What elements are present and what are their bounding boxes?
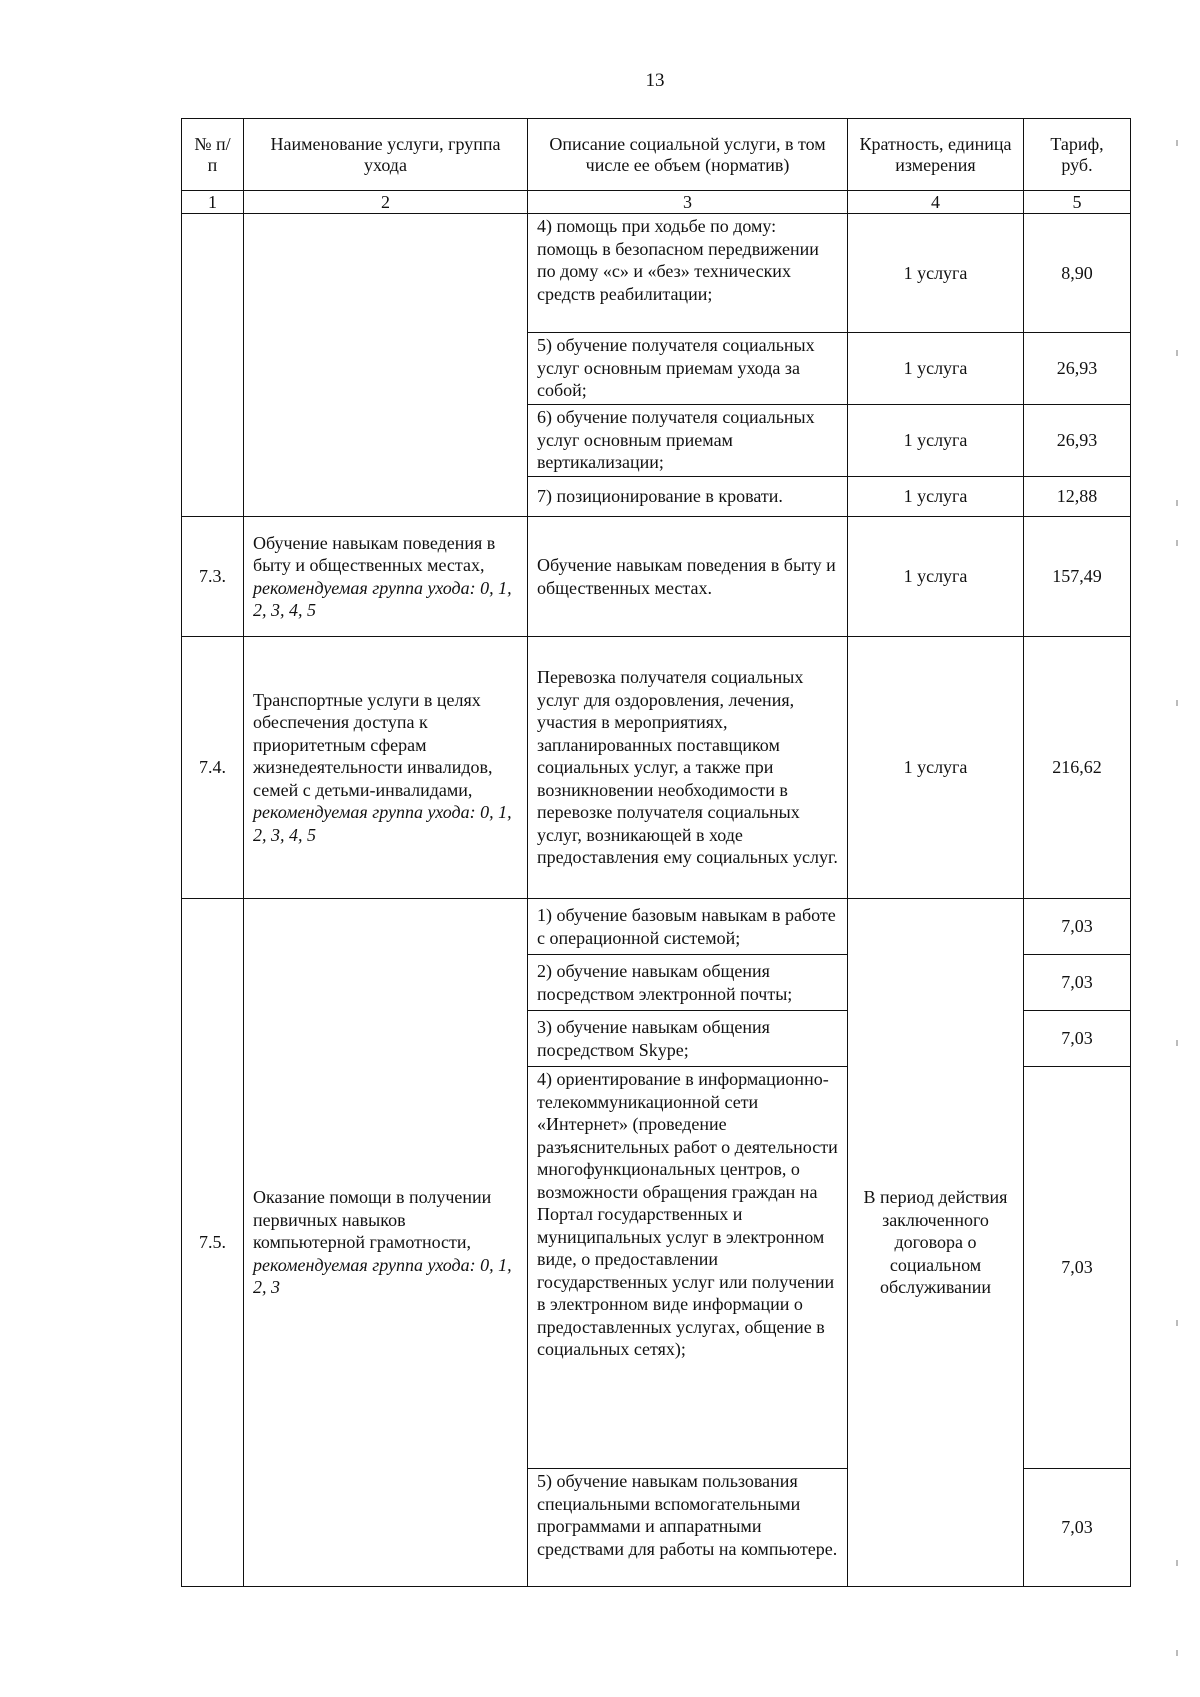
description-cell: 1) обучение базовым навыкам в работе с операционной системой;: [528, 899, 848, 955]
description-cell: 4) помощь при ходьбе по дому: помощь в безопасном передвижении по дому «с» и «без» технических средств реабилитации;: [528, 214, 848, 333]
description-cell: 3) обучение навыкам общения посредством Skype;: [528, 1011, 848, 1067]
scan-speck: [1176, 540, 1178, 546]
description-cell: 6) обучение получателя социальных услуг основным приемам вертикализации;: [528, 405, 848, 477]
column-number: 2: [244, 191, 528, 214]
scan-speck: [1176, 140, 1178, 146]
service-name: Оказание помощи в получении первичных навыков компьютерной грамотности,: [253, 1187, 492, 1253]
description-cell: 2) обучение навыкам общения посредством электронной почты;: [528, 955, 848, 1011]
care-group: рекомендуемая группа ухода: 0, 1, 2, 3, 4, 5: [253, 802, 512, 845]
column-numbers-row: [182, 191, 1131, 214]
header-unit: Кратность, единица измерения: [848, 119, 1024, 191]
header-row: [182, 119, 1131, 191]
table-row: [182, 214, 1131, 333]
tariff-cell: 8,90: [1024, 214, 1131, 333]
description-cell: 4) ориентирование в информационно-телекоммуникационной сети «Интернет» (проведение разъяснительных работ о деятельности многофункциональных центров, о возможности обращения граждан на Портал государственных и муниципальных услуг в электронном виде, о предоставлении государственных услуг или получении в электронном виде информации о предоставленных услугах, общение в социальных сетях);: [528, 1067, 848, 1469]
row-number: 7.4.: [182, 637, 244, 899]
care-group: рекомендуемая группа ухода: 0, 1, 2, 3, 4, 5: [253, 577, 512, 620]
unit-cell: 1 услуга: [848, 477, 1024, 517]
column-number: 5: [1024, 191, 1131, 214]
description-cell: 7) позиционирование в кровати.: [528, 477, 848, 517]
service-name-cell: [244, 517, 528, 637]
row-number: 7.3.: [182, 517, 244, 637]
header-num: № п/п: [182, 119, 244, 191]
page-number: 13: [645, 70, 665, 91]
table-row: [182, 637, 1131, 899]
services-table: [181, 118, 1131, 1587]
column-number: 3: [528, 191, 848, 214]
unit-cell: 1 услуга: [848, 637, 1024, 899]
service-name: Транспортные услуги в целях обеспечения доступа к приоритетным сферам жизнедеятельности инвалидов, семей с детьми-инвалидами,: [253, 689, 493, 800]
tariff-cell: 7,03: [1024, 955, 1131, 1011]
description-cell: 5) обучение получателя социальных услуг основным приемам ухода за собой;: [528, 333, 848, 405]
unit-cell: В период действия заключенного договора о социальном обслуживании: [848, 899, 1024, 1587]
table-row: [182, 517, 1131, 637]
scan-speck: [1176, 1040, 1178, 1046]
column-number: 1: [182, 191, 244, 214]
header-tariff: Тариф, руб.: [1024, 119, 1131, 191]
scan-speck: [1176, 500, 1178, 506]
service-name-cell: [244, 899, 528, 1587]
scan-speck: [1176, 350, 1178, 356]
name-cell-empty: [244, 214, 528, 517]
description-cell: Перевозка получателя социальных услуг для оздоровления, лечения, участия в мероприятиях, запланированных поставщиком социальных услуг, а также при возникновении необходимости в перевозке получателя социальных услуг, возникающей в ходе предоставления ему социальных услуг.: [528, 637, 848, 899]
description-cell: 5) обучение навыкам пользования специальными вспомогательными программами и аппаратными средствами для работы на компьютере.: [528, 1469, 848, 1587]
unit-cell: 1 услуга: [848, 333, 1024, 405]
care-group: рекомендуемая группа ухода: 0, 1, 2, 3: [253, 1254, 512, 1298]
scan-speck: [1176, 1650, 1178, 1656]
scan-speck: [1176, 1560, 1178, 1566]
unit-cell: 1 услуга: [848, 517, 1024, 637]
header-description: Описание социальной услуги, в том числе ее объем (норматив): [528, 119, 848, 191]
description-cell: Обучение навыкам поведения в быту и общественных местах.: [528, 517, 848, 637]
tariff-cell: 12,88: [1024, 477, 1131, 517]
tariff-cell: 7,03: [1024, 1469, 1131, 1587]
unit-cell: 1 услуга: [848, 214, 1024, 333]
unit-cell: 1 услуга: [848, 405, 1024, 477]
row-number: 7.5.: [182, 899, 244, 1587]
tariff-cell: 7,03: [1024, 1067, 1131, 1469]
tariff-cell: 216,62: [1024, 637, 1131, 899]
tariff-cell: 157,49: [1024, 517, 1131, 637]
tariff-cell: 7,03: [1024, 899, 1131, 955]
scan-speck: [1176, 700, 1178, 706]
header-name: Наименование услуги, группа ухода: [244, 119, 528, 191]
service-name-cell: [244, 637, 528, 899]
service-name: Обучение навыкам поведения в быту и общественных местах,: [253, 532, 496, 575]
tariff-cell: 26,93: [1024, 405, 1131, 477]
column-number: 4: [848, 191, 1024, 214]
table-row: [182, 899, 1131, 955]
tariff-cell: 7,03: [1024, 1011, 1131, 1067]
scan-speck: [1176, 1320, 1178, 1326]
num-cell-empty: [182, 214, 244, 517]
tariff-cell: 26,93: [1024, 333, 1131, 405]
